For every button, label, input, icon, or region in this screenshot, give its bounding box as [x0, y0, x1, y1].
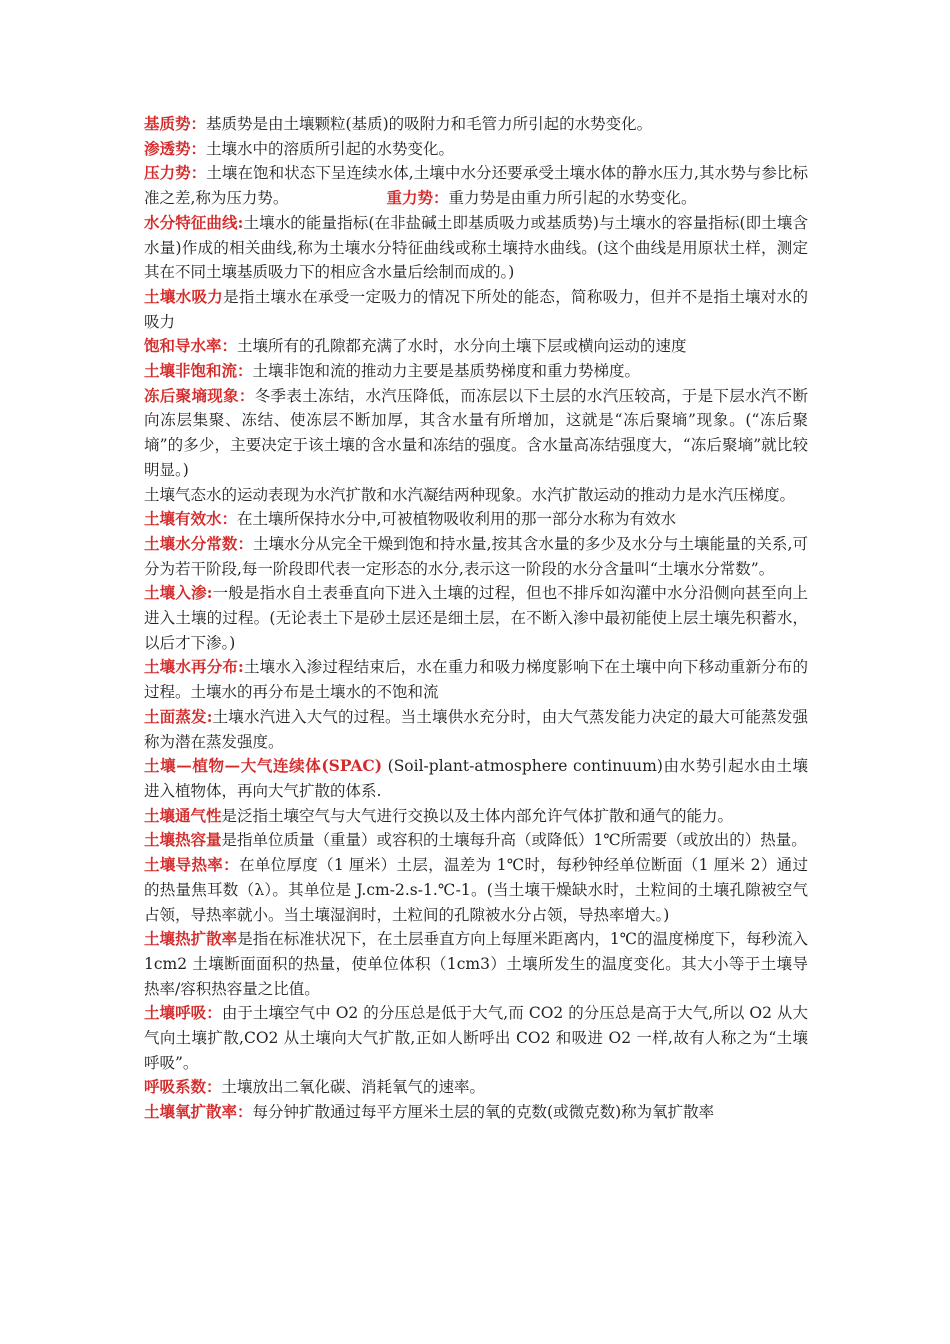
- term-colon: ：: [432, 188, 449, 208]
- definition: (Soil-plant-atmosphere continuum)由水势引起水由土壤进入植物体，再向大气扩散的体系.: [144, 757, 808, 800]
- entry-water-constants: [144, 532, 808, 581]
- term: 呼吸系数: [144, 1077, 207, 1097]
- definition: 土壤水中的溶质所引起的水势变化。: [206, 139, 455, 158]
- definition: 是指在标准状况下，在土层垂直方向上每厘米距离内，1℃的温度梯度下，每秒流入 1cm2 土壤断面面积的热量，使单位体积（1cm3）土壤所发生的温度变化。其大小等于土壤导热率/容积热容量之比值。: [144, 930, 808, 998]
- term-colon: ：: [237, 533, 254, 553]
- entry-vapor-movement: [144, 483, 808, 508]
- definition: 一般是指水自土表垂直向下进入土壤的过程，但也不排斥如沟灌中水分沿侧向甚至向上进入土壤的过程。(无论表土下是砂土层还是细土层，在不断入渗中最初能使上层土壤先积蓄水，以后才下渗。): [144, 584, 808, 652]
- entry-aeration: [144, 804, 808, 829]
- term: 土壤入渗: [144, 583, 207, 603]
- term-colon: ：: [223, 855, 239, 875]
- entry-soil-water-suction: [144, 285, 808, 334]
- entry-redistribution: [144, 655, 808, 704]
- term: 土壤水吸力: [144, 286, 224, 306]
- definition: 土壤水分从完全干燥到饱和持水量,按其含水量的多少及水分与土壤能量的关系,可分为若干阶段,每一阶段即代表一定形态的水分,表示这一阶段的水分含量叫“土壤水分常数”。: [144, 534, 808, 578]
- term: 土壤导热率: [144, 855, 224, 875]
- term: 土壤呼吸: [144, 1003, 207, 1023]
- definition: 重力势是由重力所引起的水势变化。: [448, 189, 697, 208]
- definition: 土壤水的能量指标(在非盐碱土即基质吸力或基质势)与土壤水的容量指标(即土壤含水量)作成的相关曲线,称为土壤水分特征曲线或称土壤持水曲线。(这个曲线是用原状土样，测定其在不同土壤基质吸力下的相应含水量后绘制而成的。): [144, 213, 808, 282]
- term-colon: ：: [237, 361, 253, 381]
- definition: 基质势是由土壤颗粒(基质)的吸附力和毛管力所引起的水势变化。: [206, 115, 653, 133]
- entry-pressure-potential: [144, 161, 808, 210]
- term-colon: ：: [206, 1077, 222, 1097]
- term: 冻后聚墒现象: [144, 385, 239, 405]
- entry-thermal-diffusivity: [144, 927, 808, 1001]
- definition: 在单位厚度（1 厘米）土层，温差为 1℃时，每秒钟经单位断面（1 厘米 2）通过的热量焦耳数（λ）。其单位是 J.cm-2.s-1.℃-1。(当土壤干燥缺水时，土粒间的土壤孔隙被空气占领，导热率就小。当土壤湿润时，土粒间的孔隙被水分占领，导热率增大。): [144, 856, 808, 924]
- definition: 是泛指土壤空气与大气进行交换以及土体内部允许气体扩散和通气的能力。: [221, 806, 734, 825]
- definition: 土壤所有的孔隙都充满了水时，水分向土壤下层或横向运动的速度: [237, 337, 687, 356]
- entry-matric-potential: [144, 112, 808, 137]
- term-colon: ：: [190, 163, 207, 183]
- entry-soil-respiration: [144, 1001, 808, 1075]
- term: 水分特征曲线: [144, 212, 238, 232]
- entry-surface-evaporation: [144, 705, 808, 754]
- term: 重力势: [386, 188, 433, 208]
- definition: 是指单位质量（重量）或容积的土壤每升高（或降低）1℃所需要（或放出的）热量。: [221, 831, 807, 850]
- term: 土壤水分常数: [144, 533, 238, 553]
- entry-saturated-conductivity: [144, 334, 808, 359]
- term-colon: :: [206, 583, 213, 603]
- definition: 是指土壤水在承受一定吸力的情况下所处的能态，简称吸力，但并不是指土壤对水的吸力: [144, 287, 808, 331]
- definition: 土壤水汽进入大气的过程。当土壤供水充分时，由大气蒸发能力决定的最大可能蒸发强称为潜在蒸发强度。: [144, 707, 808, 751]
- term-colon: ：: [238, 385, 255, 405]
- term: 土壤氧扩散率: [144, 1102, 238, 1122]
- term-colon: :: [238, 657, 244, 677]
- definition: 土壤非饱和流的推动力主要是基质势梯度和重力势梯度。: [252, 362, 641, 381]
- term: 渗透势: [144, 138, 191, 158]
- definition: 由于土壤空气中 O2 的分压总是低于大气,而 CO2 的分压总是高于大气,所以 O2 从大气向土壤扩散,CO2 从土壤向大气扩散,正如人断呼出 CO2 和吸进 O2 一样,故有人称之为“土壤呼吸”。: [144, 1004, 808, 1072]
- term: 土壤—植物—大气连续体(SPAC): [144, 756, 383, 776]
- term: 土壤通气性: [144, 805, 222, 825]
- term: 土壤热容量: [144, 830, 222, 850]
- term: 土壤有效水: [144, 509, 222, 529]
- term-colon: :: [206, 706, 213, 726]
- definition: 土壤气态水的运动表现为水汽扩散和水汽凝结两种现象。水汽扩散运动的推动力是水汽压梯度。: [144, 485, 796, 504]
- entry-available-water: [144, 507, 808, 532]
- entry-unsaturated-flow: [144, 359, 808, 384]
- term: 土面蒸发: [144, 706, 207, 726]
- definition: 土壤水入渗过程结束后，水在重力和吸力梯度影响下在土壤中向下移动重新分布的过程。土壤水的再分布是土壤水的不饱和流: [144, 658, 808, 702]
- entry-osmotic-potential: [144, 137, 808, 162]
- term-colon: ：: [190, 114, 207, 133]
- entry-spac: [144, 754, 808, 803]
- term: 压力势: [144, 163, 191, 183]
- definition: 每分钟扩散通过每平方厘米土层的氧的克数(或微克数)称为氧扩散率: [252, 1103, 715, 1122]
- term-colon: ：: [221, 336, 238, 356]
- definition: 冬季表土冻结，水汽压降低，而冻层以下土层的水汽压较高，于是下层水汽不断向冻层集聚、冻结、使冻层不断加厚，其含水量有所增加，这就是“冻后聚墒”现象。(“冻后聚墒”的多少，主要决定于该土壤的含水量和冻结的强度。含水量高冻结强度大，“冻后聚墒”就比较明显。): [144, 386, 808, 479]
- term-colon: ：: [221, 509, 238, 529]
- term-colon: ：: [190, 138, 207, 158]
- definition: 土壤在饱和状态下呈连续水体,土壤中水分还要承受土壤水体的静水压力,其水势与参比标准之差,称为压力势。: [144, 164, 808, 208]
- term: 土壤热扩散率: [144, 929, 238, 949]
- entry-oxygen-diffusion-rate: [144, 1100, 808, 1125]
- term: 饱和导水率: [144, 336, 222, 356]
- term-colon: ：: [237, 1102, 253, 1122]
- definition: 土壤放出二氧化碳、消耗氧气的速率。: [221, 1078, 486, 1097]
- term-colon: :: [237, 212, 244, 232]
- term: 土壤水再分布: [144, 657, 239, 677]
- term: 土壤非饱和流: [144, 361, 238, 381]
- entry-heat-capacity: [144, 828, 808, 853]
- entry-respiration-coefficient: [144, 1075, 808, 1100]
- term: 基质势: [144, 114, 191, 133]
- document-page: [144, 112, 808, 1125]
- term-colon: ：: [206, 1003, 222, 1023]
- entry-infiltration: [144, 581, 808, 655]
- definition: 在土壤所保持水分中,可被植物吸收利用的那一部分水称为有效水: [237, 510, 676, 529]
- entry-thermal-conductivity: [144, 853, 808, 927]
- entry-frozen-moisture: [144, 384, 808, 483]
- entry-water-characteristic-curve: [144, 211, 808, 285]
